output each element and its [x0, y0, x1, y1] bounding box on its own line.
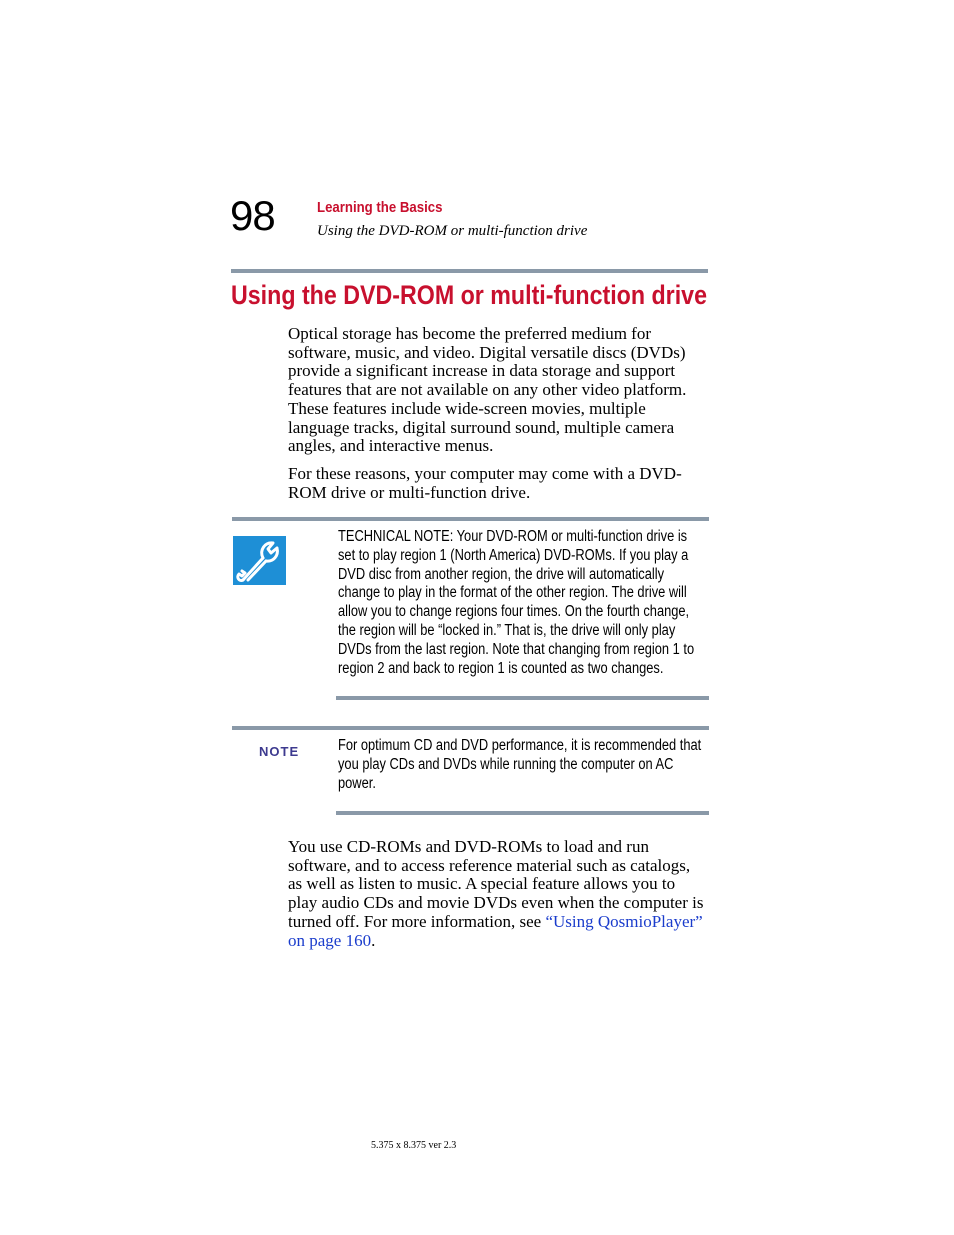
note-text: For optimum CD and DVD performance, it is recommended that you play CDs and DVDs while running the computer on AC power.: [338, 737, 702, 792]
qosmioplayer-link[interactable]: “Using QosmioPlayer” on page 160: [288, 911, 703, 950]
footer-version: 5.375 x 8.375 ver 2.3: [371, 1140, 457, 1151]
chapter-title: Learning the Basics: [317, 199, 443, 216]
paragraph-3-end: .: [371, 930, 376, 950]
wrench-icon: [233, 536, 286, 585]
running-section-title: Using the DVD-ROM or multi-function drive: [317, 223, 588, 239]
note-bottom-rule: [336, 811, 709, 815]
heading-rule: [231, 269, 708, 273]
paragraph-3-text: You use CD-ROMs and DVD-ROMs to load and run software, and to access reference material such as catalogs, as well as listen to music. A special feature allows you to play audio CDs and movie DVDs even when the computer is turned off. For more information, see: [288, 837, 704, 931]
tech-note-top-rule: [232, 517, 709, 521]
body-paragraph-3: [288, 838, 708, 950]
page-title: Using the DVD-ROM or multi-function drive: [231, 280, 708, 310]
page-number: 98: [230, 192, 275, 239]
body-paragraph-1: Optical storage has become the preferred medium for software, music, and video. Digital versatile discs (DVDs) provide a significant increase in data storage and support features that are not available on any other video platform. These features include wide-screen movies, multiple language tracks, digital surround sound, multiple camera angles, and interactive menus.: [288, 324, 687, 456]
tech-note-bottom-rule: [336, 696, 709, 700]
body-paragraph-2: For these reasons, your computer may come with a DVD-ROM drive or multi-function drive.: [288, 464, 682, 502]
note-label: NOTE: [259, 744, 300, 759]
tech-note-text: TECHNICAL NOTE: Your DVD-ROM or multi-function drive is set to play region 1 (North America) DVD-ROMs. If you play a DVD disc from another region, the drive will automatically change to play in the format of the other region. The drive will allow you to change regions four times. On the fourth change, the region will be “locked in.” That is, the drive will only play DVDs from the last region. Note that changing from region 1 to region 2 and back to region 1 is counted as two changes.: [338, 528, 695, 677]
note-top-rule: [232, 726, 709, 730]
